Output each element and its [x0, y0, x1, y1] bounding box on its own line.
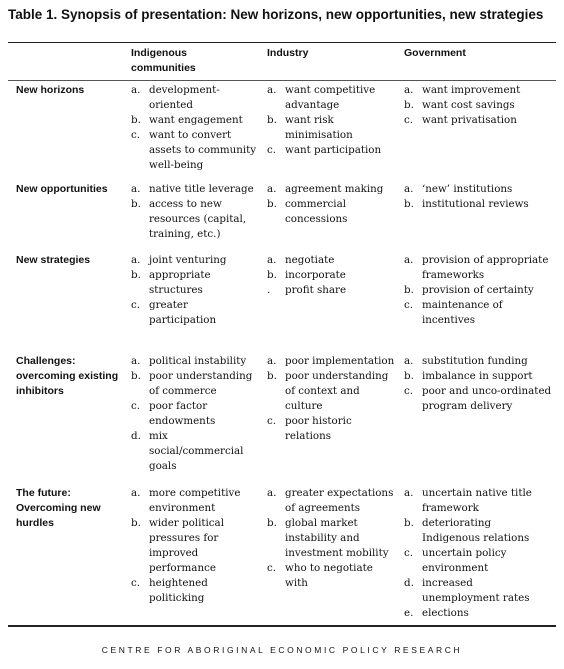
item-marker: a. [267, 84, 277, 96]
list-item [131, 369, 257, 399]
item-text: imbalance in support [422, 370, 533, 382]
list-item [267, 182, 395, 197]
list-item [267, 113, 395, 143]
table-cell [404, 83, 552, 128]
item-marker: c. [267, 562, 277, 574]
table-cell [267, 83, 395, 158]
list-item [404, 384, 552, 414]
item-text: ‘new’ institutions [422, 183, 513, 195]
item-text: access to new resources (capital, training, etc.) [149, 198, 247, 240]
item-marker: a. [404, 84, 414, 96]
list-item [131, 516, 257, 576]
item-text: elections [422, 607, 469, 619]
item-marker: a. [404, 355, 414, 367]
item-text: want competitive advantage [285, 84, 376, 111]
item-text: agreement making [285, 183, 384, 195]
list-item [267, 414, 395, 444]
table-cell [404, 354, 552, 414]
table-cell [131, 253, 257, 328]
item-marker: a. [267, 355, 277, 367]
table-cell [267, 182, 395, 227]
item-text: poor understanding of context and culture [285, 370, 389, 412]
list-item [404, 354, 552, 369]
item-marker: b. [404, 284, 414, 296]
item-text: more competitive environment [149, 487, 241, 514]
item-marker: a. [404, 183, 414, 195]
item-marker: b. [267, 517, 277, 529]
table-cell [131, 354, 257, 474]
header-rule [8, 80, 556, 81]
list-item [131, 298, 257, 328]
list-item [404, 283, 552, 298]
item-text: global market instability and investment mobility [285, 517, 389, 559]
list-item [131, 399, 257, 429]
list-item [404, 369, 552, 384]
item-text: poor understanding of commerce [149, 370, 253, 397]
list-item [267, 561, 395, 591]
list-item [404, 606, 552, 621]
list-item [267, 268, 395, 283]
table-cell [267, 486, 395, 591]
list-item [267, 143, 395, 158]
list-item [404, 83, 552, 98]
item-text: uncertain policy environment [422, 547, 507, 574]
item-text: poor historic relations [285, 415, 352, 442]
row-label: New opportunities [16, 183, 108, 195]
column-header-government: Government [404, 47, 466, 59]
list-item [131, 83, 257, 113]
row-label: New strategies [16, 254, 91, 266]
item-marker: b. [131, 370, 141, 382]
list-item [404, 486, 552, 516]
item-text: commercial concessions [285, 198, 348, 225]
item-marker: a. [131, 487, 141, 499]
item-marker: a. [404, 487, 414, 499]
row-label: Challenges: overcoming existing inhibitors [16, 355, 119, 397]
item-text: want engagement [149, 114, 243, 126]
item-text: maintenance of incentives [422, 299, 503, 326]
list-item [131, 576, 257, 606]
list-item [131, 113, 257, 128]
item-marker: c. [267, 415, 277, 427]
list-item [131, 268, 257, 298]
item-marker: a. [131, 355, 141, 367]
list-item [267, 253, 395, 268]
item-marker: c. [131, 400, 141, 412]
item-marker: b. [131, 517, 141, 529]
list-item [131, 128, 257, 173]
table-cell [404, 253, 552, 328]
item-text: institutional reviews [422, 198, 529, 210]
table-cell [404, 486, 552, 621]
item-text: provision of certainty [422, 284, 534, 296]
table-cell [131, 182, 257, 242]
table-cell [267, 253, 395, 298]
item-text: mix social/commercial goals [149, 430, 244, 472]
item-marker: b. [404, 198, 414, 210]
item-marker: c. [131, 577, 141, 589]
list-item [131, 486, 257, 516]
item-text: political instability [149, 355, 247, 367]
item-text: want privatisation [422, 114, 517, 126]
item-text: uncertain native title framework [422, 487, 532, 514]
item-text: poor implementation [285, 355, 395, 367]
list-item [267, 369, 395, 414]
list-item [131, 197, 257, 242]
item-marker: b. [404, 517, 414, 529]
item-marker: a. [131, 84, 141, 96]
item-marker: a. [131, 183, 141, 195]
list-item [131, 253, 257, 268]
item-marker: a. [267, 183, 277, 195]
item-marker: c. [267, 144, 277, 156]
item-marker: c. [404, 547, 414, 559]
list-item [404, 113, 552, 128]
list-item [404, 546, 552, 576]
item-text: incorporate [285, 269, 346, 281]
table-cell [131, 83, 257, 173]
table-title: Table 1. Synopsis of presentation: New horizons, new opportunities, new strategies [8, 7, 544, 22]
item-marker: b. [404, 99, 414, 111]
item-marker: b. [131, 198, 141, 210]
item-marker: b. [131, 114, 141, 126]
item-marker: a. [267, 487, 277, 499]
item-text: poor factor endowments [149, 400, 216, 427]
row-label: New horizons [16, 84, 85, 96]
item-marker: a. [404, 254, 414, 266]
table-cell [267, 354, 395, 444]
list-item [404, 182, 552, 197]
item-text: substitution funding [422, 355, 528, 367]
item-marker: d. [404, 577, 414, 589]
item-marker: c. [404, 299, 414, 311]
item-text: poor and unco-ordinated program delivery [422, 385, 552, 412]
item-marker: b. [404, 370, 414, 382]
item-marker: b. [267, 269, 277, 281]
list-item [267, 486, 395, 516]
item-marker: b. [267, 198, 277, 210]
list-item [404, 298, 552, 328]
item-text: provision of appropriate frameworks [422, 254, 549, 281]
list-item [267, 197, 395, 227]
list-item [131, 429, 257, 474]
item-text: want improvement [422, 84, 521, 96]
item-marker: c. [404, 385, 414, 397]
list-item [267, 83, 395, 113]
table-cell [404, 182, 552, 212]
item-text: greater participation [149, 299, 217, 326]
row-label: The future: Overcoming new hurdles [16, 487, 101, 529]
list-item [131, 182, 257, 197]
item-marker: c. [404, 114, 414, 126]
item-text: want cost savings [422, 99, 515, 111]
table-cell [131, 486, 257, 606]
item-text: increased unemployment rates [422, 577, 530, 604]
item-marker: c. [131, 129, 141, 141]
column-header-industry: Industry [267, 47, 309, 59]
item-marker: b. [131, 269, 141, 281]
item-text: want to convert assets to community well-being [149, 129, 257, 171]
item-marker: c. [131, 299, 141, 311]
item-text: greater expectations of agreements [285, 487, 394, 514]
list-item [267, 516, 395, 561]
list-item [404, 98, 552, 113]
list-item [404, 516, 552, 546]
item-text: joint venturing [149, 254, 227, 266]
list-item [404, 576, 552, 606]
item-text: development-oriented [149, 84, 220, 111]
list-item [267, 283, 395, 298]
item-marker: . [267, 284, 271, 296]
item-text: who to negotiate with [285, 562, 373, 589]
bottom-rule [8, 625, 556, 627]
list-item [267, 354, 395, 369]
footer: CENTRE FOR ABORIGINAL ECONOMIC POLICY RESEARCH [101, 645, 463, 655]
top-rule [8, 42, 556, 43]
item-marker: b. [267, 370, 277, 382]
item-text: native title leverage [149, 183, 254, 195]
item-text: appropriate structures [149, 269, 211, 296]
item-text: deteriorating Indigenous relations [422, 517, 530, 544]
item-text: wider political pressures for improved performance [149, 517, 224, 574]
item-text: want risk minimisation [285, 114, 353, 141]
item-marker: d. [131, 430, 141, 442]
item-text: negotiate [285, 254, 335, 266]
item-marker: a. [131, 254, 141, 266]
list-item [404, 197, 552, 212]
item-text: heightened politicking [149, 577, 208, 604]
list-item [404, 253, 552, 283]
item-marker: e. [404, 607, 414, 619]
item-marker: a. [267, 254, 277, 266]
item-marker: b. [267, 114, 277, 126]
column-header-indigenous: Indigenous communities [131, 47, 196, 74]
list-item [131, 354, 257, 369]
item-text: want participation [285, 144, 382, 156]
item-text: profit share [285, 284, 347, 296]
